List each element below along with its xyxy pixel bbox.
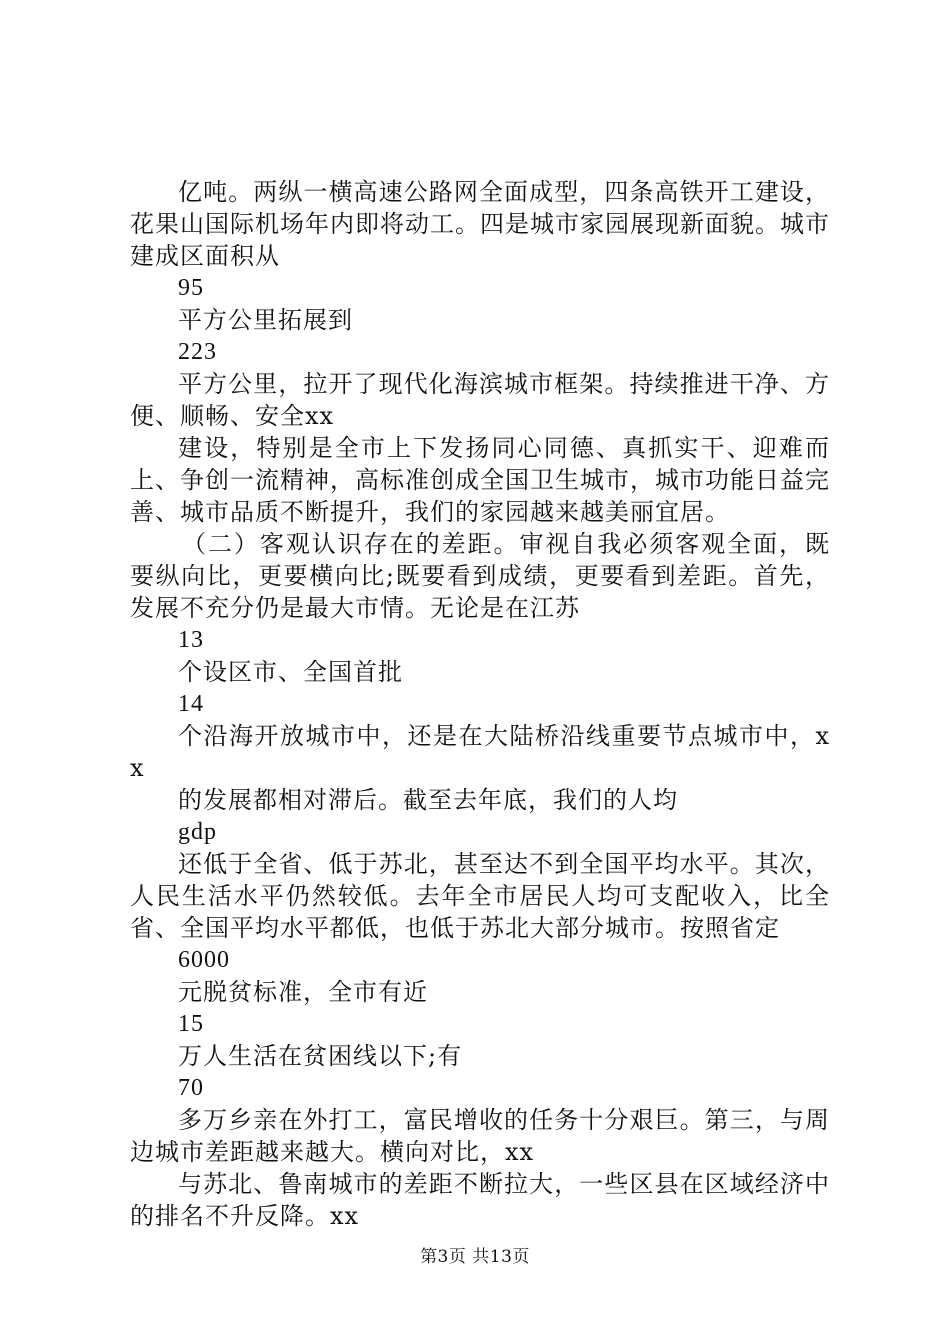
- page-footer: [0, 1242, 950, 1267]
- paragraph: 个设区市、全国首批: [178, 658, 403, 686]
- number-line: 95: [178, 275, 204, 301]
- page-number-label: 第3页 共13页: [420, 1247, 530, 1267]
- paragraph: 多万乡亲在外打工，富民增收的任务十分艰巨。第三，与周边城市差距越来越大。横向对比，xx: [130, 1106, 830, 1166]
- number-line: 15: [178, 1011, 204, 1037]
- number-line: 13: [178, 627, 204, 653]
- paragraph: 的发展都相对滞后。截至去年底，我们的人均: [178, 786, 678, 814]
- number-line: 14: [178, 691, 204, 717]
- paragraph: 个沿海开放城市中，还是在大陆桥沿线重要节点城市中，xx: [130, 722, 830, 782]
- paragraph: 与苏北、鲁南城市的差距不断拉大，一些区县在区域经济中的排名不升反降。xx: [130, 1170, 830, 1230]
- paragraph: 元脱贫标准，全市有近: [178, 978, 428, 1006]
- paragraph: 亿吨。两纵一横高速公路网全面成型，四条高铁开工建设，花果山国际机场年内即将动工。四是城市家园展现新面貌。城市建成区面积从: [130, 178, 830, 270]
- section-heading-paragraph: （二）客观认识存在的差距。审视自我必须客观全面，既要纵向比，更要横向比;既要看到成绩，更要看到差距。首先，发展不充分仍是最大市情。无论是在江苏: [130, 530, 830, 622]
- paragraph: 平方公里，拉开了现代化海滨城市框架。持续推进干净、方便、顺畅、安全xx: [130, 370, 830, 430]
- number-line: 6000: [178, 947, 230, 973]
- number-line: 70: [178, 1075, 204, 1101]
- number-line: gdp: [178, 819, 217, 845]
- document-body: [130, 176, 830, 1232]
- number-line: 223: [178, 339, 217, 365]
- paragraph: 建设，特别是全市上下发扬同心同德、真抓实干、迎难而上、争创一流精神，高标准创成全国卫生城市，城市功能日益完善、城市品质不断提升，我们的家园越来越美丽宜居。: [130, 434, 830, 526]
- paragraph: 平方公里拓展到: [178, 306, 353, 334]
- paragraph: 万人生活在贫困线以下;有: [178, 1042, 463, 1070]
- paragraph: 还低于全省、低于苏北，甚至达不到全国平均水平。其次，人民生活水平仍然较低。去年全市居民人均可支配收入，比全省、全国平均水平都低，也低于苏北大部分城市。按照省定: [130, 850, 830, 942]
